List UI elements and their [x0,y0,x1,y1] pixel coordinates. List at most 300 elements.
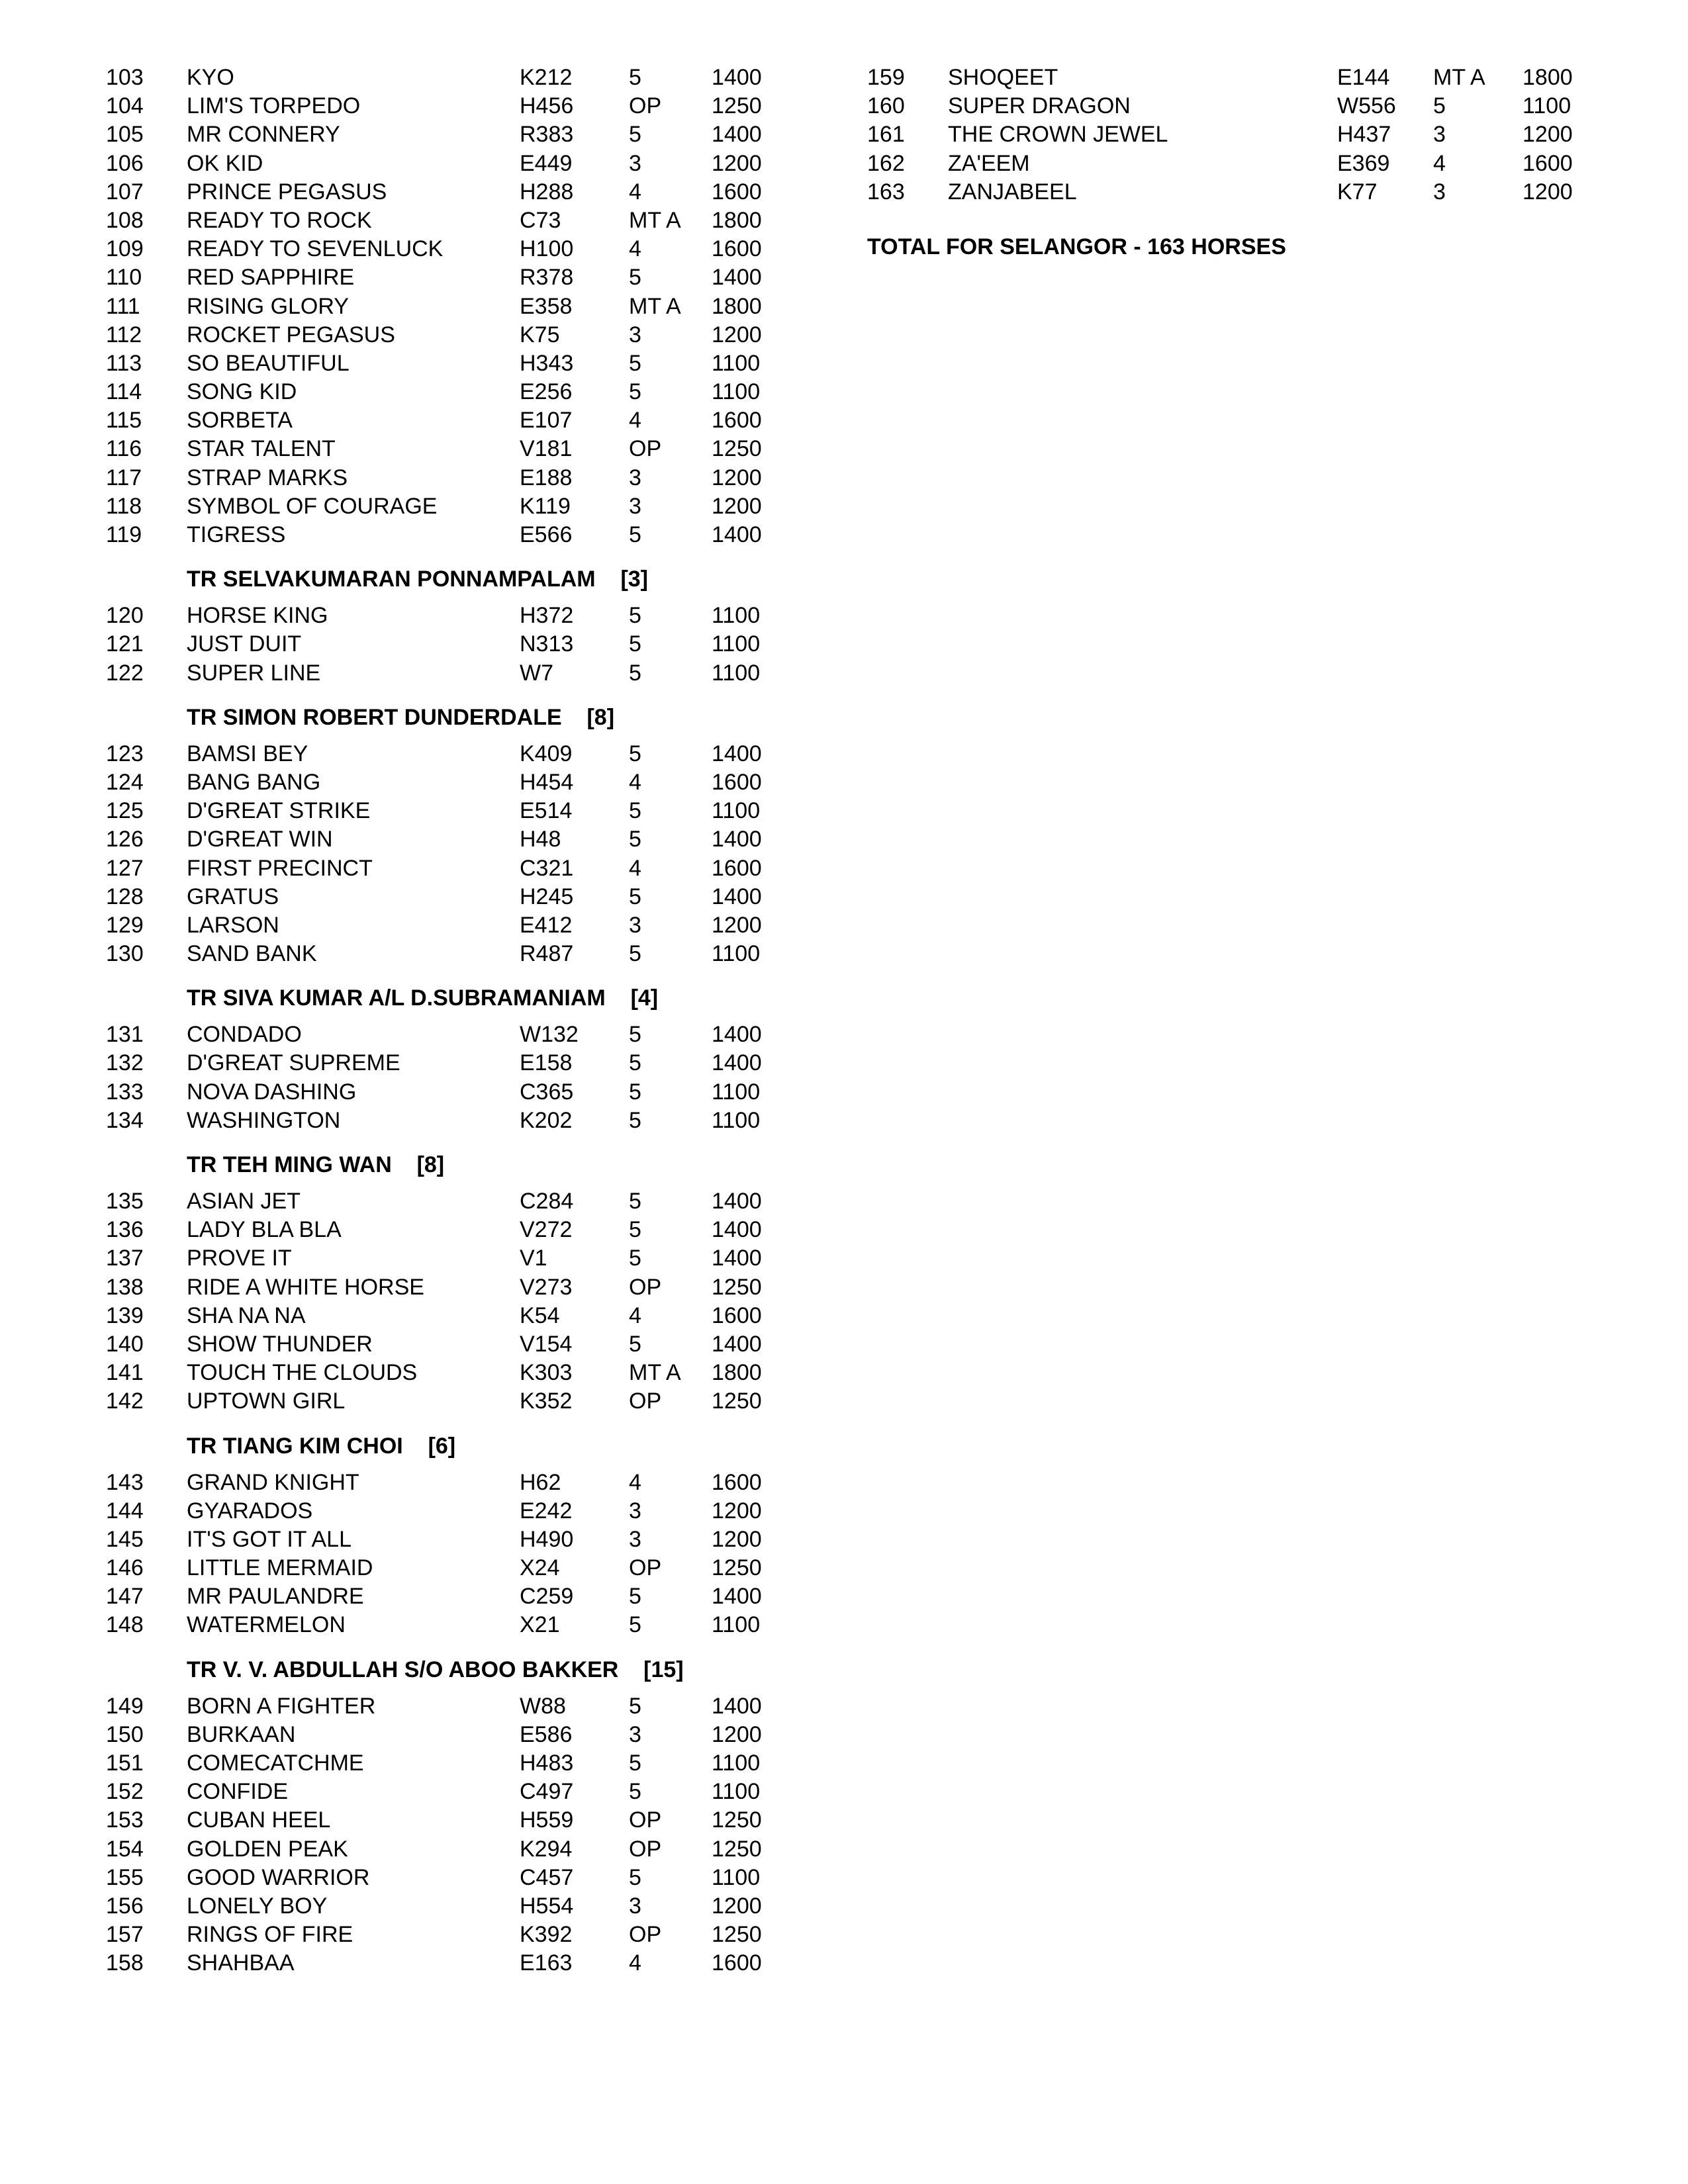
horse-class: OP [629,1922,662,1948]
horse-row [867,150,1595,178]
race-distance: 1250 [712,1807,762,1833]
horse-class: MT A [629,293,681,319]
horse-number: 110 [106,265,142,291]
horse-class: 4 [629,1469,641,1495]
horse-row [106,1582,794,1611]
horse-name: READY TO SEVENLUCK [187,236,444,262]
horse-row [106,825,794,854]
trainer-horse-count: [3] [620,567,648,592]
horse-class: 3 [629,465,641,490]
horse-number: 126 [106,827,144,852]
horse-number: 137 [106,1246,144,1271]
race-distance: 1250 [712,1922,762,1948]
horse-code: K77 [1337,179,1378,205]
horse-code: K54 [520,1302,560,1328]
horse-class: 3 [629,322,641,347]
horse-class: 5 [629,1693,641,1719]
horse-number: 121 [106,631,144,657]
horse-row [106,740,794,768]
horse-number: 159 [867,65,905,90]
race-distance: 1400 [712,1331,762,1357]
trainer-heading-text [187,1648,684,1692]
horse-class: 5 [629,1612,641,1638]
horse-name: SHA NA NA [187,1302,306,1328]
horse-row [106,1049,794,1077]
horse-code: E144 [1337,65,1390,90]
horse-code: C365 [520,1079,574,1105]
horse-number: 117 [106,465,142,490]
trainer-heading [106,557,794,601]
horse-row [106,321,794,349]
horse-code: X21 [520,1612,560,1638]
horse-name: THE CROWN JEWEL [948,122,1168,148]
horse-code: E163 [520,1950,573,1976]
race-distance: 1400 [712,827,762,852]
horse-class: 4 [629,179,641,205]
trainer-heading [106,1143,794,1187]
horse-code: H100 [520,236,574,262]
horse-class: OP [629,1274,662,1300]
horse-class: OP [629,1388,662,1414]
horse-row [106,1525,794,1554]
trainer-horse-count: [4] [630,985,659,1011]
horse-row [106,150,794,178]
horse-code: K212 [520,65,573,90]
horse-name: CUBAN HEEL [187,1807,331,1833]
horse-code: K119 [520,493,571,519]
race-distance: 1200 [712,493,762,519]
horse-class: MT A [629,1360,681,1386]
horse-class: OP [629,1555,662,1581]
horse-code: H62 [520,1469,561,1495]
horse-class: OP [629,1836,662,1862]
race-distance: 1400 [712,65,762,90]
horse-row [106,293,794,321]
horse-number: 124 [106,769,144,795]
horse-code: K409 [520,741,573,766]
horse-class: 5 [629,1022,641,1048]
horse-code: H245 [520,884,574,909]
horse-code: E158 [520,1050,573,1076]
horse-code: C497 [520,1779,574,1805]
horse-name: TIGRESS [187,522,286,547]
horse-code: E566 [520,522,573,547]
horse-class: 5 [629,122,641,148]
horse-class: 5 [629,1050,641,1076]
race-distance: 1100 [712,798,761,824]
horse-class: 4 [629,408,641,433]
horse-name: SO BEAUTIFUL [187,350,350,376]
horse-row [106,1359,794,1387]
horse-class: 5 [629,741,641,766]
right-rows [867,64,1595,206]
horse-name: GYARADOS [187,1498,313,1524]
horse-code: E242 [520,1498,573,1524]
horse-code: E514 [520,798,573,824]
race-distance: 1200 [712,1526,762,1552]
horse-row [106,1387,794,1416]
horse-row [106,1949,794,1978]
horse-row [106,911,794,940]
horse-row [106,1497,794,1525]
race-distance: 1800 [1523,65,1573,90]
race-distance: 1250 [712,436,762,462]
horse-name: COMECATCHME [187,1751,364,1776]
horse-name: HORSE KING [187,603,328,629]
horse-number: 144 [106,1498,144,1524]
horse-class: 4 [629,236,641,262]
horse-code: H456 [520,93,574,119]
horse-row [106,263,794,292]
horse-class: 5 [629,1107,641,1133]
race-distance: 1100 [1523,93,1571,119]
race-distance: 1400 [712,1189,762,1214]
horse-number: 115 [106,408,142,433]
horse-class: 5 [629,1189,641,1214]
horse-class: 5 [629,1331,641,1357]
horse-number: 112 [106,322,142,347]
horse-class: 5 [629,1246,641,1271]
horse-code: W88 [520,1693,566,1719]
horse-number: 108 [106,207,144,233]
race-distance: 1100 [712,631,761,657]
horse-number: 139 [106,1302,144,1328]
horse-name: LIM'S TORPEDO [187,93,361,119]
horse-code: E449 [520,150,573,176]
horse-name: ZA'EEM [948,150,1030,176]
horse-code: E412 [520,912,573,938]
horse-row [106,630,794,659]
horse-row [867,64,1595,92]
horse-class: 3 [1433,179,1446,205]
horse-number: 106 [106,150,144,176]
horse-name: SHOW THUNDER [187,1331,373,1357]
race-distance: 1200 [712,322,762,347]
horse-class: 3 [629,1721,641,1747]
horse-code: K294 [520,1836,573,1862]
race-distance: 1400 [712,522,762,547]
horse-number: 160 [867,93,905,119]
horse-name: STAR TALENT [187,436,336,462]
horse-class: 3 [629,912,641,938]
horse-class: 5 [629,660,641,686]
horse-code: K392 [520,1922,573,1948]
race-distance: 1600 [712,1950,762,1976]
horse-code: C321 [520,855,574,881]
horse-class: 3 [629,1498,641,1524]
horse-code: H554 [520,1893,574,1919]
race-distance: 1400 [712,1217,762,1243]
horse-row [106,1611,794,1639]
horse-name: MR PAULANDRE [187,1584,364,1610]
horse-name: GOOD WARRIOR [187,1864,370,1890]
horse-row [106,349,794,378]
horse-number: 105 [106,122,144,148]
race-distance: 1400 [712,1584,762,1610]
horse-name: SUPER DRAGON [948,93,1131,119]
horse-class: 3 [629,150,641,176]
horse-name: BANG BANG [187,769,321,795]
horse-row [106,854,794,883]
horse-code: C457 [520,1864,574,1890]
right-column [867,64,1595,261]
trainer-horse-count: [6] [428,1433,456,1459]
horse-class: MT A [629,207,681,233]
horse-row [106,1078,794,1107]
horse-number: 136 [106,1217,144,1243]
race-distance: 1100 [712,941,761,967]
horse-name: GRATUS [187,884,279,909]
horse-row [106,464,794,492]
race-distance: 1600 [712,408,762,433]
horse-code: K303 [520,1360,573,1386]
horse-number: 120 [106,603,144,629]
horse-number: 130 [106,941,144,967]
race-distance: 1250 [712,93,762,119]
horse-row [106,1330,794,1359]
horse-class: 5 [629,798,641,824]
horse-name: PROVE IT [187,1246,292,1271]
horse-number: 150 [106,1721,144,1747]
horse-code: E358 [520,293,573,319]
horse-row [106,378,794,406]
horse-row [106,492,794,521]
race-distance: 1200 [712,1893,762,1919]
horse-name: SUPER LINE [187,660,321,686]
race-distance: 1400 [712,265,762,291]
horse-code: H288 [520,179,574,205]
trainer-name: TR TEH MING WAN [187,1152,392,1177]
horse-name: RED SAPPHIRE [187,265,355,291]
horse-number: 118 [106,493,142,519]
horse-code: W556 [1337,93,1396,119]
horse-number: 113 [106,350,142,376]
horse-row [106,1921,794,1949]
horse-code: C73 [520,207,561,233]
horse-name: PRINCE PEGASUS [187,179,387,205]
race-distance: 1400 [712,1693,762,1719]
horse-row [867,178,1595,206]
race-distance: 1400 [712,884,762,909]
race-distance: 1100 [712,350,761,376]
horse-name: CONFIDE [187,1779,288,1805]
horse-code: C259 [520,1584,574,1610]
horse-code: H48 [520,827,561,852]
horse-number: 107 [106,179,144,205]
horse-class: 3 [629,1526,641,1552]
horse-name: CONDADO [187,1022,302,1048]
horse-code: K352 [520,1388,573,1414]
horse-name: UPTOWN GIRL [187,1388,346,1414]
horse-class: 4 [629,769,641,795]
horse-code: E107 [520,408,573,433]
horse-number: 133 [106,1079,144,1105]
trainer-name: TR TIANG KIM CHOI [187,1433,403,1459]
horse-number: 131 [106,1022,144,1048]
horse-code: E369 [1337,150,1390,176]
horse-class: 5 [629,603,641,629]
horse-class: OP [629,436,662,462]
horse-name: SYMBOL OF COURAGE [187,493,438,519]
horse-number: 114 [106,379,142,405]
horse-code: R378 [520,265,574,291]
horse-row [106,1778,794,1806]
horse-row [106,206,794,235]
horse-row [106,1216,794,1244]
horse-code: H559 [520,1807,574,1833]
horse-row [106,940,794,968]
race-distance: 1250 [712,1555,762,1581]
horse-name: SORBETA [187,408,293,433]
horse-row [867,92,1595,120]
horse-code: R383 [520,122,574,148]
horse-name: JUST DUIT [187,631,302,657]
race-distance: 1400 [712,1050,762,1076]
trainer-name: TR SIVA KUMAR A/L D.SUBRAMANIAM [187,985,606,1011]
horse-name: ZANJABEEL [948,179,1077,205]
horse-name: FIRST PRECINCT [187,855,373,881]
race-distance: 1200 [1523,122,1573,148]
race-distance: 1250 [712,1274,762,1300]
horse-name: D'GREAT SUPREME [187,1050,400,1076]
horse-number: 104 [106,93,144,119]
race-distance: 1800 [712,207,762,233]
horse-name: SHAHBAA [187,1950,295,1976]
horse-name: RISING GLORY [187,293,349,319]
horse-row [106,406,794,435]
horse-row [106,659,794,688]
race-distance: 1600 [712,1302,762,1328]
race-distance: 1200 [712,1498,762,1524]
horse-class: 5 [629,1079,641,1105]
horse-number: 128 [106,884,144,909]
horse-code: H490 [520,1526,574,1552]
horse-code: W7 [520,660,553,686]
race-distance: 1600 [712,179,762,205]
horse-class: 4 [1433,150,1446,176]
horse-code: K202 [520,1107,573,1133]
horse-number: 134 [106,1107,144,1133]
horse-name: BURKAAN [187,1721,296,1747]
race-distance: 1200 [1523,179,1573,205]
horse-row [106,883,794,911]
horse-number: 140 [106,1331,144,1357]
horse-number: 119 [106,522,142,547]
race-distance: 1400 [712,741,762,766]
horse-row [106,1749,794,1778]
horse-row [106,92,794,120]
horse-name: WATERMELON [187,1612,346,1638]
horse-number: 125 [106,798,144,824]
horse-number: 145 [106,1526,144,1552]
horse-code: V272 [520,1217,573,1243]
horse-name: STRAP MARKS [187,465,348,490]
horse-row [106,235,794,263]
horse-code: N313 [520,631,574,657]
horse-code: H483 [520,1751,574,1776]
horse-number: 149 [106,1693,144,1719]
horse-row [106,178,794,206]
horse-name: GOLDEN PEAK [187,1836,348,1862]
horse-class: 5 [629,65,641,90]
horse-row [106,1187,794,1216]
horse-class: 5 [1433,93,1446,119]
horse-code: H343 [520,350,574,376]
horse-row [106,1721,794,1749]
horse-class: 4 [629,1950,641,1976]
race-distance: 1100 [712,1612,761,1638]
horse-row [106,120,794,149]
horse-code: H437 [1337,122,1391,148]
horse-code: V154 [520,1331,573,1357]
horse-name: MR CONNERY [187,122,340,148]
race-distance: 1400 [712,1022,762,1048]
horse-number: 141 [106,1360,144,1386]
horse-code: E586 [520,1721,573,1747]
horse-name: GRAND KNIGHT [187,1469,359,1495]
horse-code: R487 [520,941,574,967]
race-distance: 1200 [712,912,762,938]
horse-number: 146 [106,1555,144,1581]
horse-row [106,64,794,92]
horse-code: H372 [520,603,574,629]
horse-name: RINGS OF FIRE [187,1922,353,1948]
horse-number: 151 [106,1751,144,1776]
trainer-heading-text [187,1143,444,1187]
race-distance: 1200 [712,465,762,490]
horse-name: LITTLE MERMAID [187,1555,373,1581]
horse-row [106,521,794,549]
race-distance: 1100 [712,1779,761,1805]
horse-name: D'GREAT WIN [187,827,333,852]
horse-class: 5 [629,379,641,405]
horse-number: 148 [106,1612,144,1638]
horse-name: LONELY BOY [187,1893,328,1919]
horse-code: X24 [520,1555,560,1581]
race-distance: 1100 [712,1107,761,1133]
horse-class: 4 [629,855,641,881]
race-distance: 1600 [712,769,762,795]
race-distance: 1200 [712,1721,762,1747]
race-distance: 1600 [1523,150,1573,176]
horse-class: 5 [629,1779,641,1805]
race-distance: 1100 [712,603,761,629]
horse-name: D'GREAT STRIKE [187,798,371,824]
horse-number: 147 [106,1584,144,1610]
horse-row [106,1244,794,1273]
horse-number: 156 [106,1893,144,1919]
horse-name: TOUCH THE CLOUDS [187,1360,418,1386]
horse-code: V273 [520,1274,573,1300]
horse-name: SAND BANK [187,941,317,967]
horse-number: 129 [106,912,144,938]
horse-name: IT'S GOT IT ALL [187,1526,352,1552]
race-distance: 1400 [712,122,762,148]
horse-code: K75 [520,322,560,347]
horse-row [106,1806,794,1835]
horse-number: 155 [106,1864,144,1890]
horse-class: 5 [629,350,641,376]
horse-class: 5 [629,265,641,291]
trainer-heading [106,1648,794,1692]
horse-row [106,1107,794,1135]
horse-name: ROCKET PEGASUS [187,322,395,347]
horse-number: 103 [106,65,144,90]
horse-number: 163 [867,179,905,205]
race-distance: 1600 [712,1469,762,1495]
horse-row [106,768,794,797]
trainer-heading-text [187,696,614,739]
